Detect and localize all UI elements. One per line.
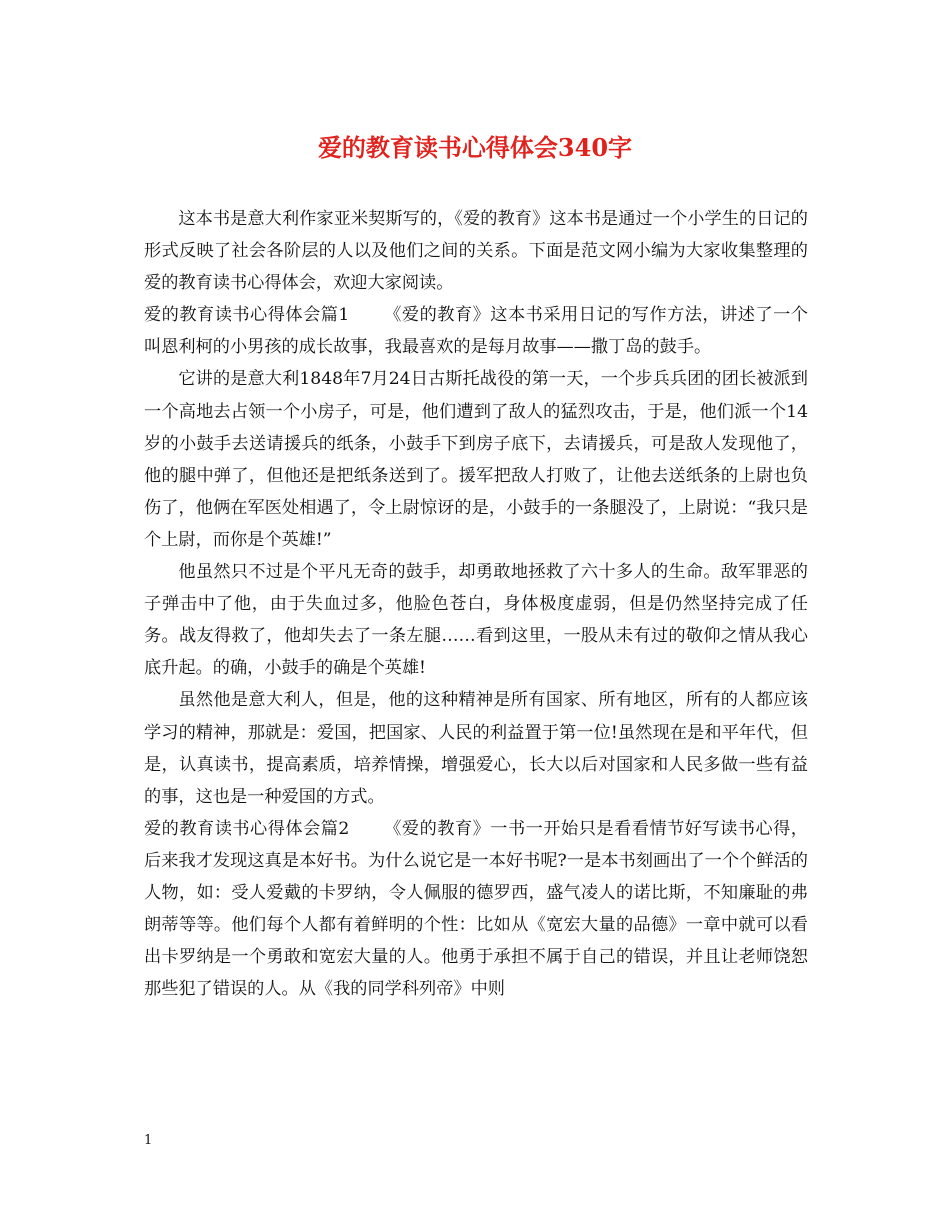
section1-first-paragraph — [144, 299, 808, 363]
section1-label: 爱的教育读书心得体会篇1 — [144, 305, 350, 326]
document-title: 爱的教育读书心得体会340字 — [317, 133, 633, 162]
section1-first-text: 《爱的教育》这本书采用日记的写作方法，讲述了一个叫恩利柯的小男孩的成长故事，我最喜欢的是每月故事——撒丁岛的鼓手。 — [144, 305, 808, 358]
section1-paragraph-1: 它讲的是意大利1848年7月24日古斯托战役的第一天，一个步兵兵团的团长被派到一个高地去占领一个小房子，可是，他们遭到了敌人的猛烈攻击，于是，他们派一个14岁的小鼓手去送请援兵的纸条，小鼓手下到房子底下，去请援兵，可是敌人发现他了，他的腿中弹了，但他还是把纸条送到了。援军把敌人打败了，让他去送纸条的上尉也负伤了，他俩在军医处相遇了，令上尉惊讶的是，小鼓手的一条腿没了，上尉说：“我只是个上尉，而你是个英雄!” — [144, 369, 808, 550]
section2-first-paragraph — [144, 813, 808, 1006]
section2-label: 爱的教育读书心得体会篇2 — [144, 818, 350, 839]
intro-paragraph: 这本书是意大利作家亚米契斯写的，《爱的教育》这本书是通过一个小学生的日记的形式反映了社会各阶层的人以及他们之间的关系。下面是范文网小编为大家收集整理的爱的教育读书心得体会，欢迎大家阅读。 — [144, 209, 808, 294]
page-number: 1 — [144, 1133, 153, 1148]
section1-paragraph-2: 他虽然只不过是个平凡无奇的鼓手，却勇敢地拯救了六十多人的生命。敌军罪恶的子弹击中了他，由于失血过多，他脸色苍白，身体极度虚弱，但是仍然坚持完成了任务。战友得救了，他却失去了一条左腿……看到这里，一股从未有过的敬仰之情从我心底升起。的确，小鼓手的确是个英雄! — [144, 562, 808, 679]
section1-paragraph-3: 虽然他是意大利人，但是，他的这种精神是所有国家、所有地区，所有的人都应该学习的精神，那就是：爱国，把国家、人民的利益置于第一位!虽然现在是和平年代，但是，认真读书，提高素质，培养情操，增强爱心，长大以后对国家和人民多做一些有益的事，这也是一种爱国的方式。 — [144, 690, 808, 807]
document-body — [144, 203, 808, 1005]
section2-first-text: 《爱的教育》一书一开始只是看看情节好写读书心得，后来我才发现这真是本好书。为什么说它是一本好书呢?一是本书刻画出了一个个鲜活的人物，如：受人爱戴的卡罗纳，令人佩服的德罗西，盛气凌人的诺比斯，不知廉耻的弗朗蒂等等。他们每个人都有着鲜明的个性：比如从《宽宏大量的品德》一章中就可以看出卡罗纳是一个勇敢和宽宏大量的人。他勇于承担不属于自己的错误，并且让老师饶恕那些犯了错误的人。从《我的同学科列帝》中则 — [144, 818, 808, 1000]
